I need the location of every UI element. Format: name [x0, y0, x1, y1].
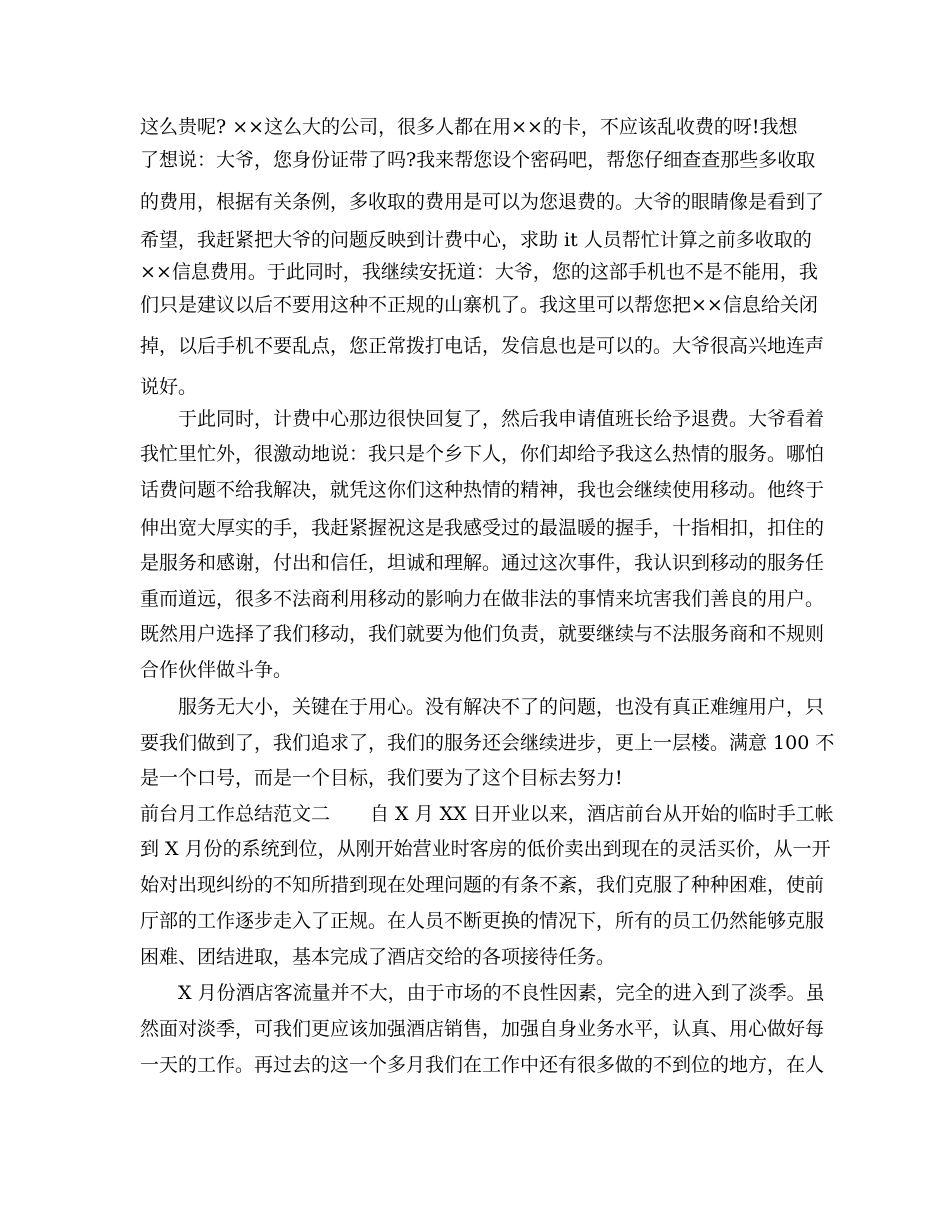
text-line: 说好。: [140, 376, 198, 398]
text-line: 服务无大小，关键在于用心。没有解决不了的问题，也没有真正难缠用户，只: [178, 696, 825, 718]
text-line: 了想说：大爷，您身份证带了吗?我来帮您设个密码吧，帮您仔细查查那些多收取: [140, 149, 816, 171]
text-line: X 月份酒店客流量并不大，由于市场的不良性因素，完全的进入到了淡季。虽: [178, 982, 825, 1004]
text-line: 是一个口号，而是一个目标，我们要为了这个目标去努力!: [140, 767, 623, 789]
text-line: 到 X 月份的系统到位，从刚开始营业时客房的低价卖出到现在的灵活买价，从一开: [140, 838, 831, 860]
text-line: 我忙里忙外，很激动地说：我只是个乡下人，你们却给予我这么热情的服务。哪怕: [140, 443, 825, 465]
text-line: 然面对淡季，可我们更应该加强酒店销售，加强自身业务水平，认真、用心做好每: [140, 1018, 825, 1040]
heading-line: [140, 801, 834, 827]
text-line: 伸出宽大厚实的手，我赶紧握祝这是我感受过的最温暖的握手，十指相扣，扣住的: [140, 517, 825, 539]
text-line: 这么贵呢? ××这么大的公司，很多人都在用××的卡，不应该乱收费的呀!我想: [140, 116, 798, 138]
text-line: 一天的工作。再过去的这一个多月我们在工作中还有很多做的不到位的地方，在人: [140, 1054, 825, 1076]
text-line: ××信息费用。于此同时，我继续安抚道：大爷，您的这部手机也不是不能用，我: [140, 261, 818, 283]
text-line: 合作伙伴做斗争。: [140, 659, 293, 681]
text-line: 始对出现纠纷的不知所措到现在处理问题的有条不紊，我们克服了种种困难，使前: [140, 874, 825, 896]
text-line: 厅部的工作逐步走入了正规。在人员不断更换的情况下，所有的员工仍然能够克服: [140, 910, 825, 932]
text-line: 既然用户选择了我们移动，我们就要为他们负责，就要继续与不法服务商和不规则: [140, 623, 825, 645]
section-title: 前台月工作总结范文二: [140, 803, 331, 825]
text-line: 的费用，根据有关条例，多收取的费用是可以为您退费的。大爷的眼睛像是看到了: [140, 191, 825, 213]
text-line: 困难、团结进取，基本完成了酒店交给的各项接待任务。: [140, 946, 616, 968]
text-line: 话费问题不给我解决，就凭这你们这种热情的精神，我也会继续使用移动。他终于: [140, 479, 825, 501]
text-line: 重而道远，很多不法商利用移动的影响力在做非法的事情来坑害我们善良的用户。: [140, 588, 825, 610]
text-line: 希望，我赶紧把大爷的问题反映到计费中心，求助 it 人员帮忙计算之前多收取的: [140, 229, 812, 251]
text-line: 于此同时，计费中心那边很快回复了，然后我申请值班长给予退费。大爷看着: [178, 408, 825, 430]
text-line: 要我们做到了，我们追求了，我们的服务还会继续进步，更上一层楼。满意 100 不: [140, 732, 835, 754]
text-line: 自 X 月 XX 日开业以来，酒店前台从开始的临时手工帐: [370, 803, 834, 825]
text-line: 是服务和感谢，付出和信任，坦诚和理解。通过这次事件，我认识到移动的服务任: [140, 552, 825, 574]
text-line: 掉，以后手机不要乱点，您正常拨打电话，发信息也是可以的。大爷很高兴地连声: [140, 335, 825, 357]
text-line: 们只是建议以后不要用这种不正规的山寨机了。我这里可以帮您把××信息给关闭: [140, 294, 818, 316]
